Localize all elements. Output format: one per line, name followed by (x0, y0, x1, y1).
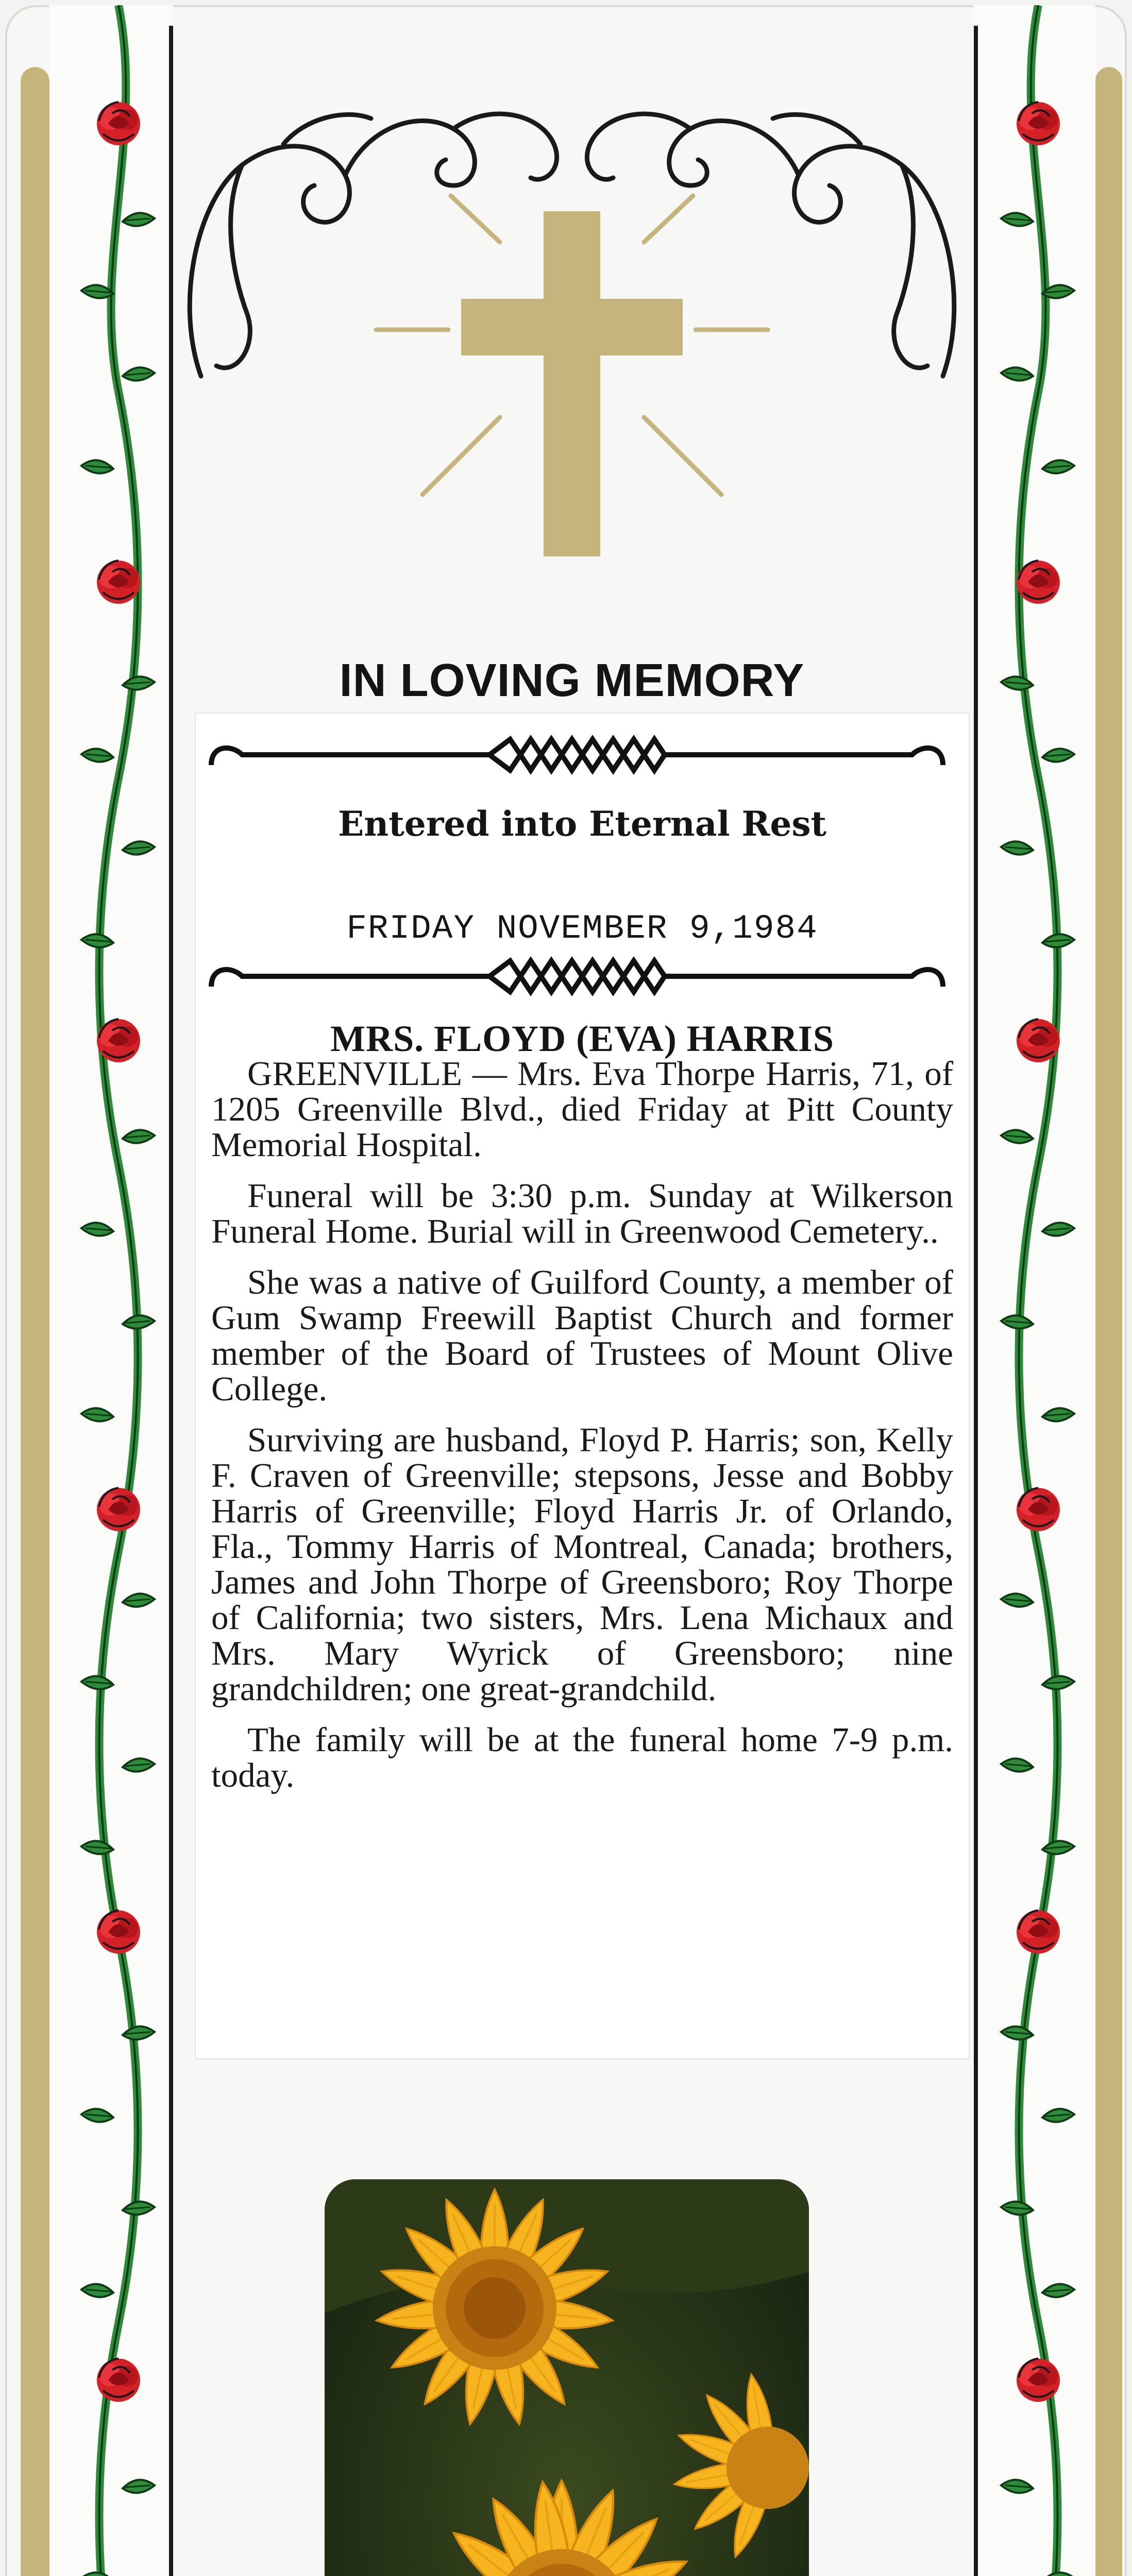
border-line-right (974, 26, 978, 2576)
rose-icon (1017, 1488, 1060, 1531)
obituary-clipping (196, 714, 969, 2058)
memorial-bookmark (5, 5, 1127, 2576)
ornamental-divider-bottom (201, 945, 953, 1007)
gold-border-right (1095, 67, 1122, 2576)
obituary-body (211, 1056, 953, 1809)
cross-decoration (175, 57, 969, 572)
ornamental-divider-top (201, 724, 953, 786)
obituary-paragraph: Surviving are husband, Floyd P. Harris; son, Kelly F. Craven of Greenville; stepsons, Jesse and Bobby Harris of Greenville; Floyd Harris Jr. of Orlando, Fla., Tommy Harris of Montreal, Canada; brothers, James and John Thorpe of Greensboro; Roy Thorpe of California; two sisters, Mrs. Lena Michaux and Mrs. Mary Wyrick of Greensboro; nine grandchildren; one great-grandchild. (211, 1421, 953, 1708)
obituary-headline: MRS. FLOYD (EVA) HARRIS (330, 1018, 834, 1059)
obituary-paragraph: The family will be at the funeral home 7-9 p.m. today. (211, 1721, 953, 1794)
date-of-passing: FRIDAY NOVEMBER 9,1984 (346, 909, 818, 948)
rose-icon (1017, 561, 1060, 604)
rose-icon (1017, 2359, 1060, 2402)
rose-icon (97, 2359, 140, 2402)
obituary-paragraph: She was a native of Guilford County, a member of Gum Swamp Freewill Baptist Church and former member of the Board of Trustees of Mount Olive College. (211, 1263, 953, 1408)
obituary-paragraph: Funeral will be 3:30 p.m. Sunday at Wilkerson Funeral Home. Burial will in Greenwood Cemetery.. (211, 1177, 953, 1250)
rose-vine-right (982, 5, 1095, 2576)
gold-border-left (21, 67, 49, 2576)
rose-vine-left (62, 5, 175, 2576)
rose-icon (97, 102, 140, 145)
obituary-paragraph: GREENVILLE — Mrs. Eva Thorpe Harris, 71, of 1205 Greenville Blvd., died Friday at Pitt County Memorial Hospital. (211, 1055, 953, 1164)
rose-icon (97, 1910, 140, 1954)
entered-into-eternal-rest: Entered into Eternal Rest (337, 804, 827, 844)
rose-icon (97, 1019, 140, 1062)
rose-icon (1017, 1019, 1060, 1062)
rose-icon (1017, 1910, 1060, 1954)
rose-icon (97, 1488, 140, 1531)
sunflower-photo (325, 2179, 809, 2576)
cross-icon (461, 211, 683, 556)
rose-icon (97, 561, 140, 604)
in-loving-memory-heading: IN LOVING MEMORY (339, 655, 805, 706)
rose-icon (1017, 102, 1060, 145)
